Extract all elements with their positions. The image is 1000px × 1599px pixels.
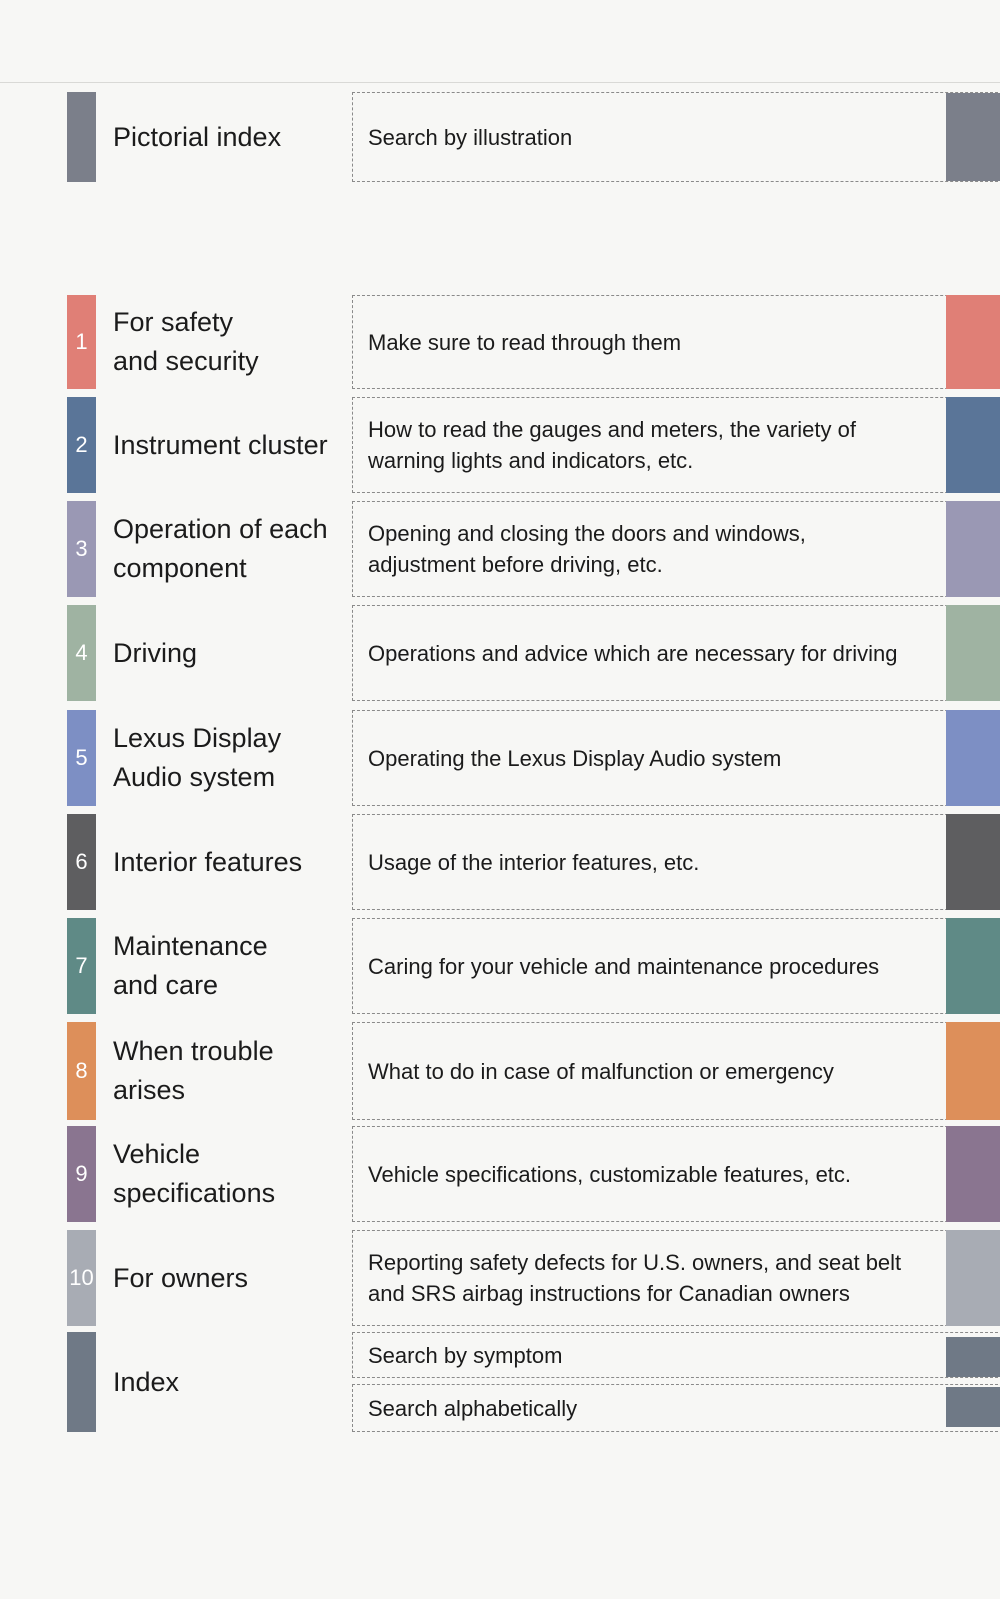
section-tab-right[interactable] bbox=[946, 93, 1000, 181]
section-title bbox=[113, 501, 328, 597]
tab-right-index-1 bbox=[946, 1337, 1000, 1377]
section-row[interactable] bbox=[0, 295, 1000, 389]
section-title-line: Maintenance bbox=[113, 931, 268, 961]
section-tab-right[interactable] bbox=[946, 1126, 1000, 1222]
section-row[interactable] bbox=[0, 1022, 1000, 1120]
section-row[interactable] bbox=[0, 605, 1000, 701]
section-number: 4 bbox=[75, 640, 88, 665]
search-alphabetically-label: Search alphabetically bbox=[368, 1395, 578, 1421]
section-tab-left bbox=[67, 918, 96, 1014]
section-title-line: specifications bbox=[113, 1178, 276, 1208]
section-row[interactable] bbox=[0, 918, 1000, 1014]
section-description bbox=[368, 1056, 834, 1087]
section-description bbox=[368, 638, 898, 669]
section-tab-left bbox=[67, 295, 96, 389]
section-description-line: warning lights and indicators, etc. bbox=[368, 448, 694, 473]
section-tab-left bbox=[67, 501, 96, 597]
section-number: 3 bbox=[75, 536, 88, 561]
section-description-line: Make sure to read through them bbox=[368, 329, 682, 355]
section-tab-right[interactable] bbox=[946, 295, 1000, 389]
header-rule bbox=[0, 82, 1000, 83]
section-tab-right[interactable] bbox=[946, 1230, 1000, 1326]
section-description-box[interactable] bbox=[352, 1126, 998, 1222]
section-tab-right[interactable] bbox=[946, 1022, 1000, 1120]
section-tab-left bbox=[67, 1022, 96, 1120]
search-alphabetically-link[interactable] bbox=[352, 1384, 998, 1432]
section-title bbox=[113, 1022, 274, 1120]
section-title-line: Interior features bbox=[113, 846, 303, 877]
section-number: 9 bbox=[75, 1161, 88, 1186]
section-title bbox=[113, 397, 328, 493]
tab-left-index bbox=[67, 1332, 96, 1432]
section-number: 5 bbox=[75, 745, 88, 770]
section-description-box[interactable] bbox=[352, 92, 998, 182]
section-title-line: For owners bbox=[113, 1262, 249, 1293]
section-title-line: arises bbox=[113, 1075, 186, 1105]
section-tab-left bbox=[67, 814, 96, 910]
section-number: 7 bbox=[75, 953, 88, 978]
section-title bbox=[113, 1126, 275, 1222]
section-row[interactable] bbox=[0, 501, 1000, 597]
section-tab-left bbox=[67, 1230, 96, 1326]
section-title-line: Lexus Display bbox=[113, 723, 282, 753]
section-row[interactable] bbox=[0, 710, 1000, 806]
search-by-symptom-label: Search by symptom bbox=[368, 1342, 563, 1368]
section-row[interactable] bbox=[0, 1126, 1000, 1222]
section-description bbox=[368, 847, 699, 878]
section-description-box[interactable] bbox=[352, 918, 998, 1014]
section-tab-right[interactable] bbox=[946, 710, 1000, 806]
section-description-line: Vehicle specifications, customizable features, etc. bbox=[368, 1161, 852, 1187]
section-row[interactable] bbox=[0, 1230, 1000, 1326]
section-number: 1 bbox=[75, 329, 88, 354]
section-title-line: Audio system bbox=[113, 762, 276, 792]
section-description-line: Reporting safety defects for U.S. owners, and seat belt bbox=[368, 1250, 902, 1275]
section-tab-left bbox=[67, 92, 96, 182]
section-description bbox=[368, 414, 856, 476]
section-title bbox=[113, 92, 281, 182]
section-description-line: Opening and closing the doors and windows, bbox=[368, 521, 806, 546]
section-description-line: Search by illustration bbox=[368, 124, 573, 150]
section-tab-right[interactable] bbox=[946, 397, 1000, 493]
section-number: 6 bbox=[75, 849, 88, 874]
section-description-line: How to read the gauges and meters, the variety of bbox=[368, 417, 856, 442]
section-number: 8 bbox=[75, 1058, 88, 1083]
section-title-line: Driving bbox=[113, 637, 198, 668]
section-description-line: Caring for your vehicle and maintenance procedures bbox=[368, 953, 880, 979]
section-description bbox=[368, 743, 781, 774]
tab-right-index-2 bbox=[946, 1387, 1000, 1427]
section-title-line: For safety bbox=[113, 307, 234, 337]
section-description bbox=[368, 951, 879, 982]
section-description bbox=[368, 518, 806, 580]
section-number: 10 bbox=[69, 1265, 94, 1290]
section-tab-right[interactable] bbox=[946, 814, 1000, 910]
section-description-box[interactable] bbox=[352, 1230, 998, 1326]
section-description-box[interactable] bbox=[352, 710, 998, 806]
section-description-box[interactable] bbox=[352, 814, 998, 910]
section-row[interactable] bbox=[0, 814, 1000, 910]
section-tab-right[interactable] bbox=[946, 918, 1000, 1014]
section-tab-left bbox=[67, 1126, 96, 1222]
section-description bbox=[368, 1247, 901, 1309]
section-tab-left bbox=[67, 397, 96, 493]
section-title-line: Index bbox=[113, 1366, 180, 1397]
section-description-line: adjustment before driving, etc. bbox=[368, 552, 663, 577]
section-description bbox=[368, 122, 572, 153]
section-number: 2 bbox=[75, 432, 88, 457]
section-title-line: Operation of each bbox=[113, 514, 328, 544]
section-tab-right[interactable] bbox=[946, 605, 1000, 701]
search-by-symptom-link[interactable] bbox=[352, 1332, 998, 1378]
section-description-line: Operations and advice which are necessary for driving bbox=[368, 640, 898, 666]
section-row[interactable] bbox=[0, 92, 1000, 182]
section-index[interactable] bbox=[0, 1332, 1000, 1432]
section-title bbox=[113, 918, 268, 1014]
section-description bbox=[368, 1159, 851, 1190]
section-description-line: and SRS airbag instructions for Canadian owners bbox=[368, 1281, 850, 1306]
section-title-line: Vehicle bbox=[113, 1139, 201, 1169]
section-title-line: Pictorial index bbox=[113, 121, 282, 152]
section-title-line: and care bbox=[113, 970, 219, 1000]
section-title-line: and security bbox=[113, 346, 259, 376]
section-description bbox=[368, 327, 681, 358]
section-row[interactable] bbox=[0, 397, 1000, 493]
section-title bbox=[113, 605, 197, 701]
section-description-box[interactable] bbox=[352, 501, 998, 597]
section-description-line: What to do in case of malfunction or emergency bbox=[368, 1058, 834, 1084]
section-description-box[interactable] bbox=[352, 295, 998, 389]
section-tab-left bbox=[67, 605, 96, 701]
section-tab-left bbox=[67, 710, 96, 806]
section-title-line: component bbox=[113, 553, 247, 583]
section-description-line: Operating the Lexus Display Audio system bbox=[368, 745, 782, 771]
section-title bbox=[113, 814, 302, 910]
section-description-box[interactable] bbox=[352, 1022, 998, 1120]
section-title-line: Instrument cluster bbox=[113, 429, 328, 460]
section-title bbox=[113, 295, 259, 389]
section-description-box[interactable] bbox=[352, 397, 998, 493]
section-description-box[interactable] bbox=[352, 605, 998, 701]
section-tab-right[interactable] bbox=[946, 501, 1000, 597]
section-title bbox=[113, 710, 281, 806]
section-title bbox=[113, 1332, 179, 1432]
section-title-line: When trouble bbox=[113, 1036, 274, 1066]
section-description-line: Usage of the interior features, etc. bbox=[368, 849, 700, 875]
section-title bbox=[113, 1230, 248, 1326]
